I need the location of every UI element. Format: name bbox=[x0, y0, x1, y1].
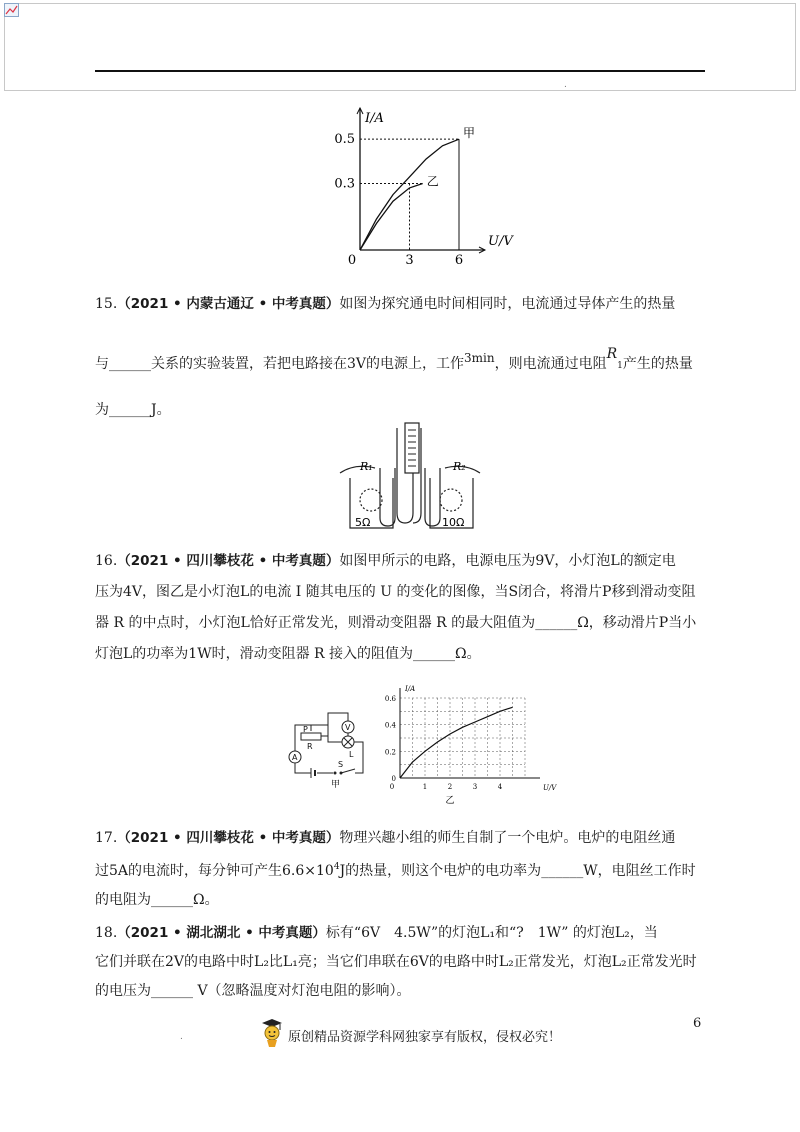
q17-line2a: 过5A的电流时，每分钟可产生6.6×10 bbox=[95, 863, 334, 879]
q17-blank-1: ______ bbox=[541, 863, 584, 879]
q15-line3a: 为 bbox=[95, 402, 109, 418]
x-axis-label: U/V bbox=[543, 784, 557, 792]
q17-line1: 物理兴趣小组的师生自制了一个电炉。电炉的电阻丝通 bbox=[339, 830, 676, 846]
question-15 bbox=[95, 291, 715, 423]
switch-label: S bbox=[338, 760, 344, 769]
q15-line1: 如图为探究通电时间相同时，电流通过导体产生的热量 bbox=[339, 296, 676, 312]
x-tick-label: 0 bbox=[347, 253, 357, 268]
x-tick-label: 4 bbox=[497, 783, 503, 791]
q17-line2c: W，电阻丝工作时 bbox=[583, 863, 696, 879]
y-axis-label: I/A bbox=[405, 685, 416, 693]
x-tick-label: 2 bbox=[447, 783, 453, 791]
q18-line3a: 的电压为 bbox=[95, 983, 151, 999]
q15-line2d: 产生的热量 bbox=[622, 356, 693, 372]
q15-resistor: R bbox=[606, 346, 618, 362]
q16-blank-1: ______ bbox=[535, 615, 578, 631]
q17-line3a: 的电阻为 bbox=[95, 892, 151, 908]
q15-source: （2021 • 内蒙古通辽 • 中考真题） bbox=[117, 296, 340, 312]
series-line-1 bbox=[360, 184, 423, 251]
mascot-logo-icon bbox=[258, 1016, 286, 1048]
y-tick-label: 0 bbox=[391, 775, 396, 783]
header-mark: . bbox=[564, 80, 567, 90]
iu-graph-second bbox=[370, 683, 557, 808]
q17-line2b: J的热量，则这个电炉的电功率为 bbox=[339, 863, 542, 879]
q18-number: 18. bbox=[95, 925, 118, 941]
q18-source: （2021 • 湖北湖北 • 中考真题） bbox=[117, 925, 326, 941]
q15-number: 15. bbox=[95, 296, 118, 312]
r2-label: R₂ bbox=[453, 460, 466, 473]
q18-line2: 它们并联在2V的电路中时L₂比L₁亮；当它们串联在6V的电路中时L₂正常发光，灯泡L₂正常发光时 bbox=[95, 954, 697, 970]
header-frame bbox=[4, 3, 796, 91]
y-tick-label: 0.5 bbox=[334, 132, 355, 148]
r1-label: R₁ bbox=[360, 460, 373, 473]
q16-blank-2: ______ bbox=[413, 646, 456, 662]
q15-line2b: 关系的实验装置，若把电路接在3V的电源上，工作 bbox=[151, 356, 465, 372]
q16-line4a: 灯泡L的功率为1W时，滑动变阻器 R 接入的阻值为 bbox=[95, 646, 414, 662]
broken-image-icon bbox=[4, 3, 19, 17]
voltmeter-label: V bbox=[345, 723, 351, 732]
question-16 bbox=[95, 548, 715, 667]
r2-value: 10Ω bbox=[442, 516, 465, 529]
series-label: 乙 bbox=[426, 174, 439, 189]
q18-blank-1: ______ bbox=[151, 983, 193, 999]
page-number: 6 bbox=[693, 1016, 702, 1031]
q16-line2: 压为4V，图乙是小灯泡L的电流 I 随其电压的 U 的变化的图像，当S闭合，将滑片P移到滑动变阻 bbox=[95, 584, 696, 600]
q17-number: 17. bbox=[95, 830, 118, 846]
r1-value: 5Ω bbox=[355, 516, 371, 529]
q15-blank-2: ______ bbox=[109, 402, 151, 418]
x-axis-label: U/V bbox=[488, 234, 513, 249]
x-tick-label: 0 bbox=[389, 783, 395, 791]
y-tick-label: 0.3 bbox=[334, 176, 355, 192]
iu-graph-top bbox=[330, 100, 513, 270]
circuit-diagram bbox=[283, 705, 383, 790]
lamp-label: L bbox=[349, 750, 354, 759]
series-label: 甲 bbox=[463, 126, 476, 141]
x-tick-label: 6 bbox=[454, 253, 464, 268]
heat-apparatus-figure bbox=[335, 418, 485, 533]
question-18 bbox=[95, 920, 715, 1004]
q15-line2c: ，则电流通过电阻 bbox=[494, 356, 607, 372]
q16-line3a: 器 R 的中点时，小灯泡L恰好正常发光，则滑动变阻器 R 的最大阻值为 bbox=[95, 615, 536, 631]
q15-time: 3min bbox=[464, 351, 495, 365]
q16-line4b: Ω。 bbox=[455, 646, 481, 662]
x-tick-label: 1 bbox=[422, 783, 428, 791]
q17-exponent: 4 bbox=[333, 862, 340, 872]
circuit-caption: 甲 bbox=[331, 780, 341, 790]
q17-blank-2: ______ bbox=[151, 892, 193, 908]
q16-line1: 如图甲所示的电路，电源电压为9V，小灯泡L的额定电 bbox=[339, 553, 676, 569]
q15-line2a: 与 bbox=[95, 356, 109, 372]
footer-mark: . bbox=[180, 1032, 183, 1042]
q18-line1: 标有“6V 4.5W”的灯泡L₁和“? 1W” 的灯泡L₂，当 bbox=[325, 925, 658, 941]
header-rule bbox=[95, 70, 705, 72]
ammeter-label: A bbox=[292, 753, 298, 762]
y-axis-label: I/A bbox=[365, 111, 384, 126]
copyright-footer: 原创精品资源学科网独家享有版权，侵权必究！ bbox=[288, 1030, 562, 1045]
q16-number: 16. bbox=[95, 553, 118, 569]
q18-line3b: V（忽略温度对灯泡电阻的影响）。 bbox=[193, 983, 411, 999]
y-tick-label: 0.6 bbox=[384, 695, 396, 703]
q17-source: （2021 • 四川攀枝花 • 中考真题） bbox=[117, 830, 340, 846]
q15-line3b: J。 bbox=[151, 402, 171, 418]
q16-line3b: Ω，移动滑片P当小 bbox=[577, 615, 697, 631]
graph-caption: 乙 bbox=[445, 796, 455, 806]
question-17 bbox=[95, 825, 715, 913]
q15-blank-1: ______ bbox=[109, 356, 151, 372]
y-tick-label: 0.2 bbox=[384, 748, 396, 757]
q16-source: （2021 • 四川攀枝花 • 中考真题） bbox=[117, 553, 340, 569]
x-tick-label: 3 bbox=[405, 253, 414, 268]
rheostat-label: R bbox=[307, 742, 313, 751]
x-tick-label: 3 bbox=[472, 783, 478, 791]
y-tick-label: 0.4 bbox=[384, 721, 396, 730]
series-line bbox=[400, 707, 513, 778]
q15-resistor-sub: 1 bbox=[617, 361, 623, 371]
q17-line3b: Ω。 bbox=[193, 892, 219, 908]
slider-label: P bbox=[303, 725, 308, 734]
